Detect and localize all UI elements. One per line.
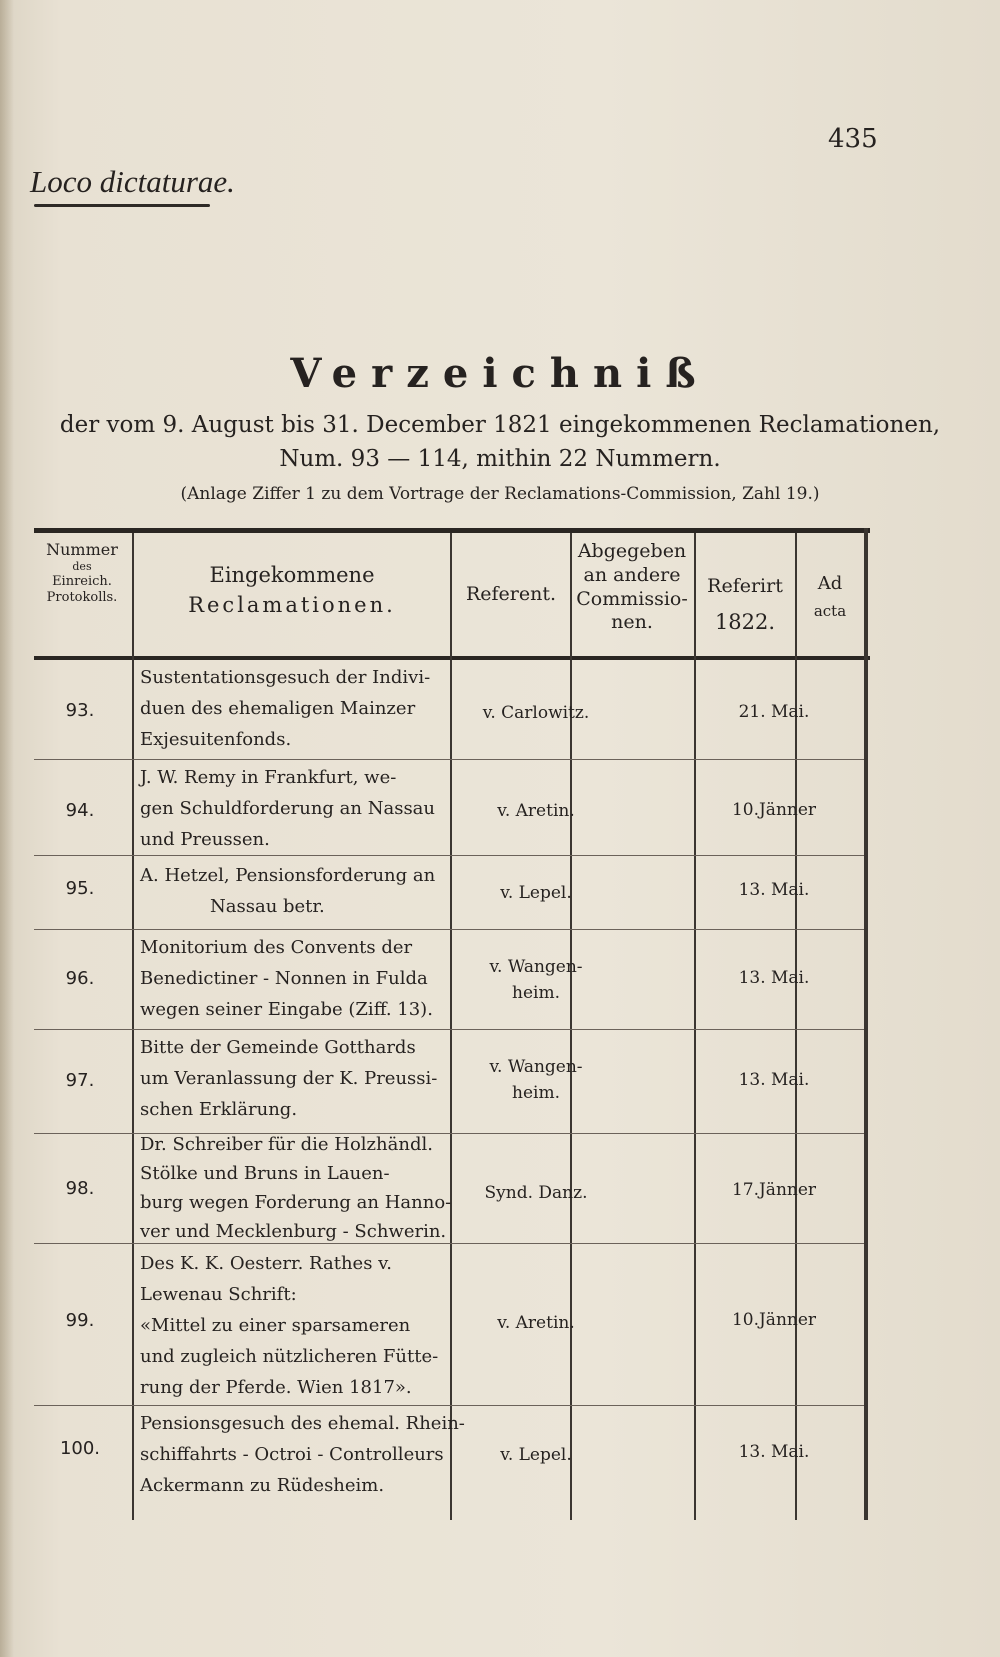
row-text-line: Pensionsgesuch des ehemal. Rhein-	[140, 1413, 465, 1434]
row-text-line: schen Erklärung.	[140, 1099, 298, 1120]
header-delegated-line: nen.	[611, 611, 653, 634]
table-row	[34, 1406, 864, 1516]
row-text-line: wegen seiner Eingabe (Ziff. 13).	[140, 999, 433, 1020]
header-delegated	[572, 540, 692, 635]
row-referent-line: v. Aretin.	[497, 801, 575, 821]
header-number-line: Protokolls.	[46, 590, 118, 605]
row-description	[140, 1130, 466, 1246]
table-row	[34, 856, 864, 930]
row-text-line: Sustentationsgesuch der Indivi-	[140, 667, 431, 688]
row-referent	[474, 1180, 598, 1206]
row-text-line: rung der Pferde. Wien 1817».	[140, 1377, 412, 1398]
binding-shadow	[0, 0, 14, 1657]
section-underline	[34, 204, 210, 207]
row-text-line: ver und Mecklenburg - Schwerin.	[140, 1221, 447, 1242]
row-referirt: 13. Mai.	[738, 1070, 810, 1090]
row-text-line: Lewenau Schrift:	[140, 1284, 297, 1305]
row-referent	[474, 880, 598, 906]
table-top-rule	[34, 528, 870, 533]
row-text-line: Bitte der Gemeinde Gotthards	[140, 1037, 416, 1058]
row-text-line: duen des ehemaligen Mainzer	[140, 698, 416, 719]
header-delegated-line: an andere	[583, 563, 681, 586]
row-description	[140, 1248, 466, 1403]
row-text-line: schiffahrts - Octroi - Controlleurs	[140, 1444, 444, 1465]
row-referent-line: v. Wangen-	[489, 1057, 583, 1077]
row-referent-line: v. Aretin.	[497, 1313, 575, 1333]
table-row	[34, 1134, 864, 1244]
row-text-line: Dr. Schreiber für die Holzhändl.	[140, 1134, 433, 1155]
header-delegated-line: Abgegeben	[577, 540, 687, 562]
table-right-rule	[864, 528, 868, 1520]
row-number: 97.	[65, 1070, 95, 1091]
row-referent-line: v. Wangen-	[489, 957, 583, 977]
row-description	[140, 662, 466, 755]
document-title: Verzeichniß	[290, 350, 710, 397]
row-text-line: A. Hetzel, Pensionsforderung an	[140, 865, 436, 886]
row-text-line: Ackermann zu Rüdesheim.	[140, 1475, 385, 1496]
table-row	[34, 1030, 864, 1134]
header-reclamations-line: Reclamationen.	[188, 593, 396, 618]
row-text-line: J. W. Remy in Frankfurt, we-	[140, 767, 397, 788]
row-referent-line: Synd. Danz.	[484, 1183, 588, 1203]
row-referirt: 21. Mai.	[738, 702, 810, 722]
header-referirt-line: Referirt	[707, 575, 783, 597]
row-referirt: 13. Mai.	[738, 1442, 810, 1462]
row-text-line: Exjesuitenfonds.	[140, 729, 292, 750]
subtitle-line-2: Num. 93 — 114, mithin 22 Nummern.	[279, 446, 721, 472]
row-referent	[474, 700, 598, 726]
row-text-line: und zugleich nützlicheren Fütte-	[140, 1346, 439, 1367]
row-description	[140, 1408, 466, 1501]
row-text-line: Nassau betr.	[210, 896, 325, 917]
table-row	[34, 760, 864, 856]
row-referent-line: heim.	[512, 983, 560, 1003]
row-referirt: 17.Jänner	[731, 1180, 817, 1200]
row-referent	[474, 954, 598, 1006]
row-referent-line: v. Carlowitz.	[482, 703, 590, 723]
section-label: Loco dictaturae.	[30, 164, 235, 199]
row-number: 98.	[65, 1178, 95, 1199]
header-delegated-line: Commissio-	[576, 587, 688, 610]
row-referent	[474, 1310, 598, 1336]
header-number	[36, 540, 128, 606]
row-referent-line: v. Lepel.	[500, 883, 572, 903]
header-adacta-line: acta	[813, 601, 847, 620]
row-text-line: Benedictiner - Nonnen in Fulda	[140, 968, 428, 989]
row-text-line: um Veranlassung der K. Preussi-	[140, 1068, 438, 1089]
row-description	[140, 1032, 466, 1125]
row-referirt: 13. Mai.	[738, 880, 810, 900]
table-row	[34, 930, 864, 1030]
row-text-line: «Mittel zu einer sparsameren	[140, 1315, 411, 1336]
header-number-line: Einreich.	[52, 573, 112, 589]
row-number: 94.	[65, 800, 95, 821]
table-row	[34, 660, 864, 760]
row-referent-line: heim.	[512, 1083, 560, 1103]
row-text-line: und Preussen.	[140, 829, 270, 850]
row-text-line: Monitorium des Convents der	[140, 937, 413, 958]
page-number: 435	[828, 124, 878, 154]
header-referirt-line: 1822.	[714, 609, 776, 634]
header-reclamations-line: Eingekommene	[209, 563, 375, 587]
row-description	[140, 932, 466, 1025]
header-adacta-line: Ad	[817, 573, 843, 594]
row-number: 99.	[65, 1310, 95, 1331]
header-reclamations	[136, 562, 448, 619]
row-text-line: gen Schuldforderung an Nassau	[140, 798, 436, 819]
row-text-line: burg wegen Forderung an Hanno-	[140, 1192, 452, 1213]
header-number-line: Nummer	[46, 540, 118, 559]
header-referirt	[697, 575, 793, 635]
row-number: 96.	[65, 968, 95, 989]
subtitle-line-1: der vom 9. August bis 31. December 1821 eingekommenen Reclamationen,	[59, 412, 941, 438]
row-referent	[474, 798, 598, 824]
row-referent	[474, 1442, 598, 1468]
annex-note: (Anlage Ziffer 1 zu dem Vortrage der Reclamations-Commission, Zahl 19.)	[180, 484, 820, 504]
row-number: 100.	[59, 1438, 101, 1459]
header-referent-line: Referent.	[465, 583, 557, 605]
header-ad-acta	[798, 573, 862, 620]
header-number-line: des	[72, 560, 92, 573]
row-number: 93.	[65, 700, 95, 721]
table-row	[34, 1244, 864, 1406]
row-referirt: 13. Mai.	[738, 968, 810, 988]
row-text-line: Des K. K. Oesterr. Rathes v.	[140, 1253, 392, 1274]
row-referent	[474, 1054, 598, 1106]
row-referent-line: v. Lepel.	[500, 1445, 572, 1465]
row-text-line: Stölke und Bruns in Lauen-	[140, 1163, 390, 1184]
row-description	[140, 860, 466, 922]
row-description	[140, 762, 466, 855]
row-referirt: 10.Jänner	[731, 800, 817, 820]
row-number: 95.	[65, 878, 95, 899]
row-referirt: 10.Jänner	[731, 1310, 817, 1330]
header-referent	[454, 583, 568, 607]
